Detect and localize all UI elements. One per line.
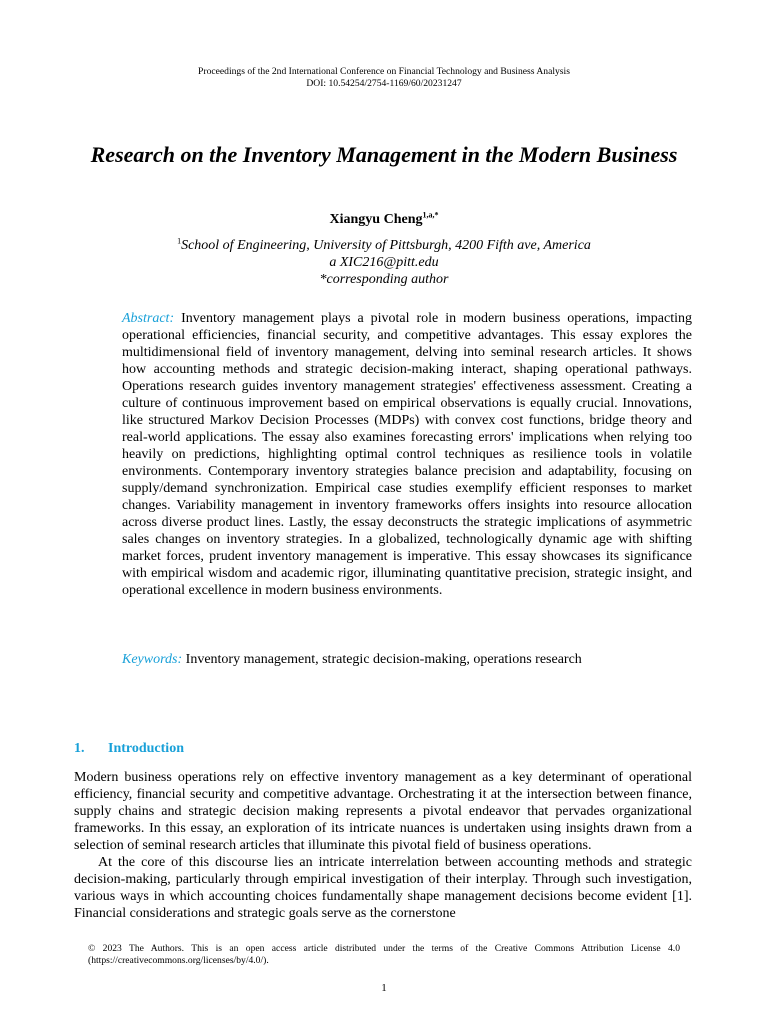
abstract <box>122 310 692 599</box>
author-line <box>0 212 768 228</box>
body-paragraph: Modern business operations rely on effective inventory management as a key determinant of operational efficiency, financial security and competitive advantage. Orchestrating it at the intersection between finance, supply chains and strategic decision making represents a pivotal endeavor that pervades organizational frameworks. In this essay, an exploration of its intricate nuances is undertaken using insights drawn from a selection of seminal research articles that illuminate this pivotal field of business operations. <box>74 770 692 853</box>
section-heading <box>74 741 184 757</box>
proceedings-line: Proceedings of the 2nd International Conference on Financial Technology and Business Analysis <box>198 66 570 77</box>
keywords-label: Keywords: <box>122 652 183 667</box>
body-paragraph: At the core of this discourse lies an intricate interrelation between accounting methods and strategic decision-making, particularly through empirical investigation of their interplay. Through such investigation, various ways in which accounting choices fundamentally shape management decisions become evident [1]. Financial considerations and strategic goals serve as the cornerstone <box>74 855 692 921</box>
corresponding-author-line: *corresponding author <box>319 272 449 287</box>
affiliation-line-1 <box>0 237 768 254</box>
running-header <box>0 66 768 90</box>
section-title: Introduction <box>108 741 184 756</box>
keywords-text: Inventory management, strategic decision-making, operations research <box>185 652 582 667</box>
abstract-text: Inventory management plays a pivotal role in modern business operations, impacting operational efficiencies, financial security, and competitive advantages. This essay explores the multidimensional field of inventory management, delving into seminal research articles. It shows how accounting methods and strategic decision-making interact, shaping operational pathways. Operations research guides inventory management strategies' effectiveness assessment. Creating a culture of continuous improvement based on empirical observations is equally crucial. Innovations, like structured Markov Decision Processes (MDPs) with convex cost functions, bridge theory and real-world applications. The essay also examines forecasting errors' implications when relying too heavily on predictions, highlighting optimal control techniques as resilience tools in volatile environments. Contemporary inventory strategies balance precision and adaptability, focusing on supply/demand synchronization. Empirical case studies exemplify efficient responses to market changes. Variability management in inventory frameworks offers insights into resource allocation across diverse product lines. Lastly, the essay deconstructs the strategic implications of asymmetric sales changes on inventory strategies. In a globalized, technologically dynamic age with shifting market forces, prudent inventory management is imperative. This essay showcases its significance with empirical wisdom and academic rigor, illuminating quantitative precision, strategic insight, and operational excellence in modern business environments. <box>122 311 692 598</box>
doi-line: DOI: 10.54254/2754-1169/60/20231247 <box>306 78 462 89</box>
author-marks: 1,a,* <box>422 210 439 220</box>
affiliation-block <box>0 237 768 288</box>
affiliation-text: School of Engineering, University of Pittsburgh, 4200 Fifth ave, America <box>181 238 591 253</box>
affiliation-number: 1 <box>177 236 182 246</box>
email-line: a XIC216@pitt.edu <box>329 255 439 270</box>
section-number: 1. <box>74 741 85 756</box>
keywords <box>122 651 692 668</box>
license-footnote: © 2023 The Authors. This is an open access article distributed under the terms of the Creative Commons Attribution License 4.0 (https://creativecommons.org/licenses/by/4.0/). <box>88 943 680 966</box>
abstract-label: Abstract: <box>122 311 175 326</box>
page-number: 1 <box>381 982 387 994</box>
section-body <box>74 769 692 922</box>
author-name: Xiangyu Cheng <box>329 212 423 227</box>
paper-title: Research on the Inventory Management in the Modern Business <box>90 142 678 167</box>
